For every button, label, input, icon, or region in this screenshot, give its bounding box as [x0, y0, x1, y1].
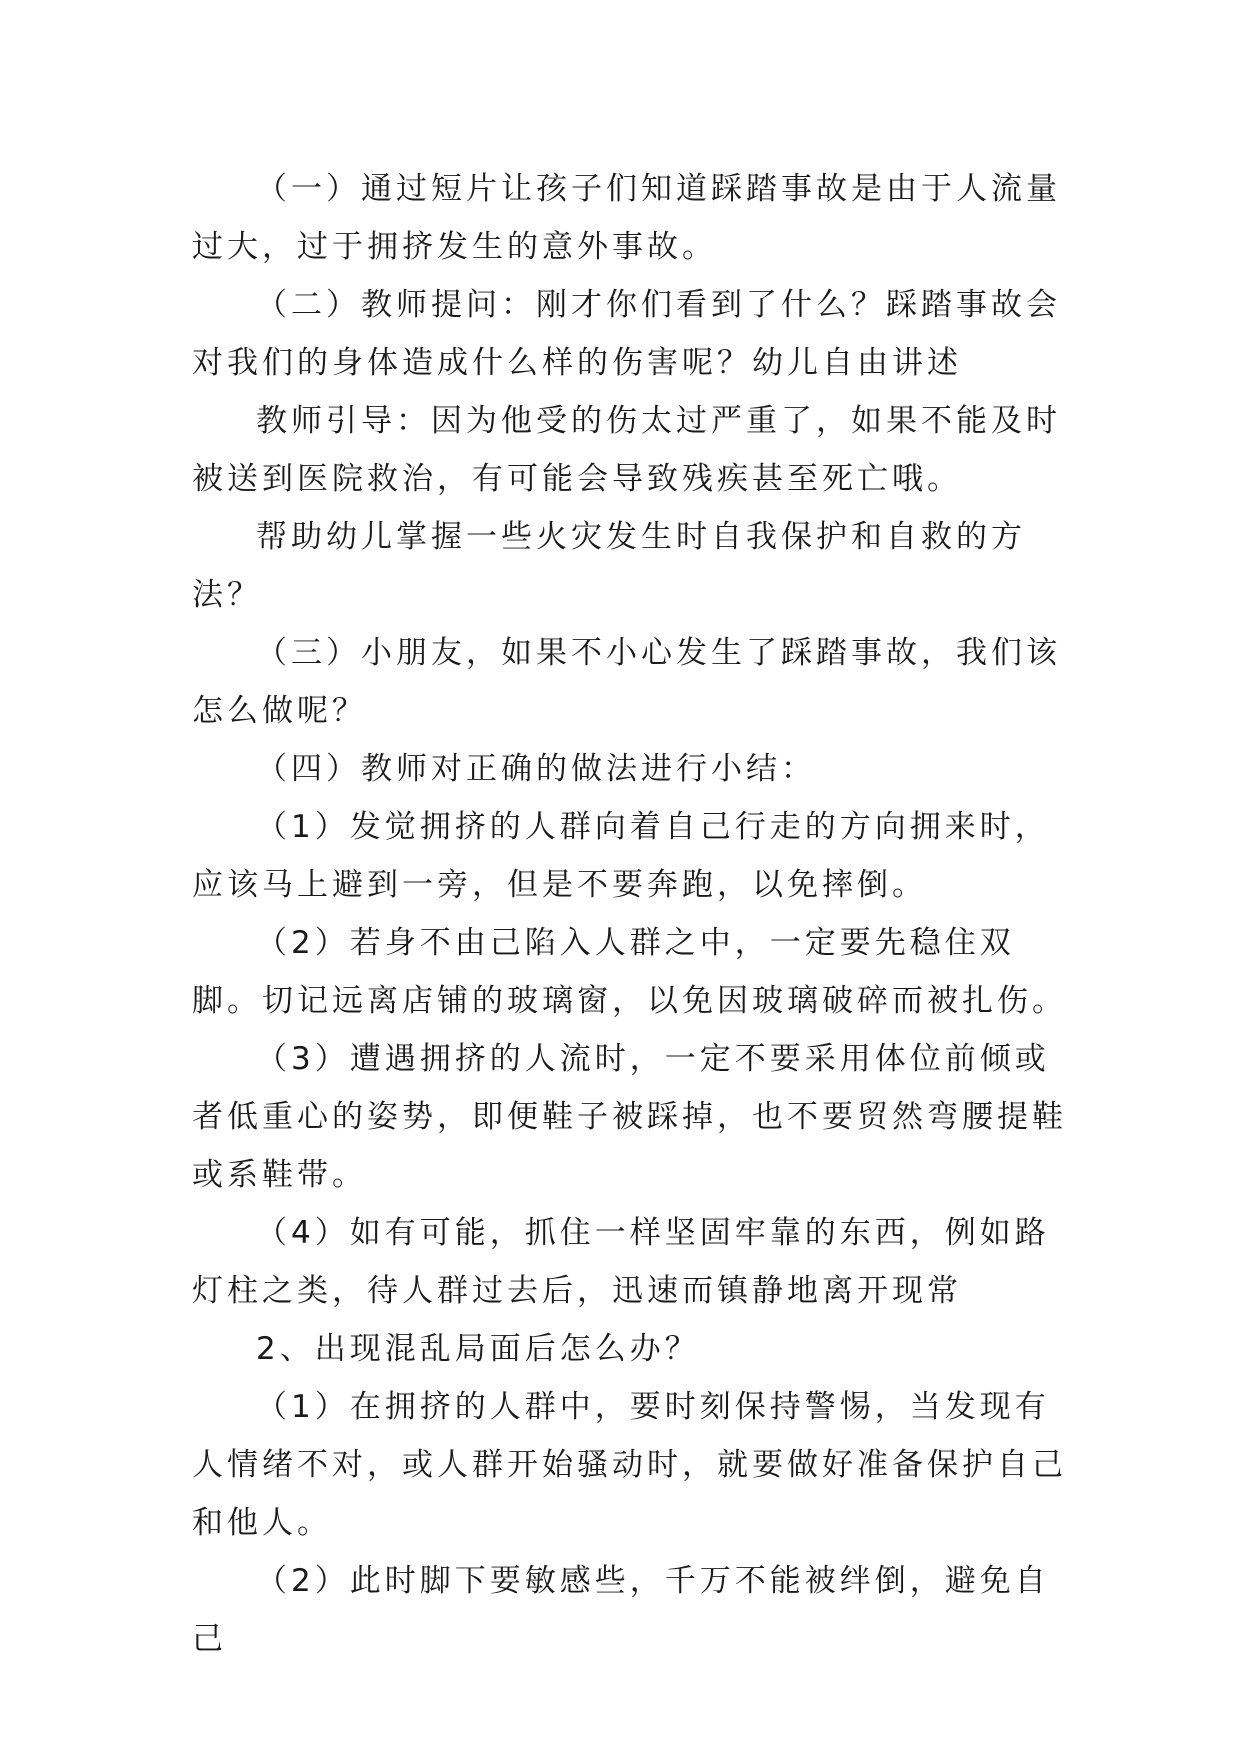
paragraph-3: 教师引导：因为他受的伤太过严重了，如果不能及时被送到医院救治，有可能会导致残疾甚至死亡哦。: [192, 403, 1061, 497]
paragraph-6: （四）教师对正确的做法进行小结：: [256, 751, 816, 787]
paragraph-8: （2）若身不由己陷入人群之中，一定要先稳住双脚。切记远离店铺的玻璃窗，以免因玻璃破碎而被扎伤。: [192, 925, 1067, 1019]
paragraph-9: （3）遭遇拥挤的人流时，一定不要采用体位前倾或者低重心的姿势，即便鞋子被踩掉，也不要贸然弯腰提鞋或系鞋带。: [192, 1041, 1067, 1193]
paragraph-2: （二）教师提问：刚才你们看到了什么？踩踏事故会对我们的身体造成什么样的伤害呢？幼儿自由讲述: [192, 287, 1061, 381]
paragraph-13: （2）此时脚下要敏感些，千万不能被绊倒，避免自己: [192, 1563, 1050, 1657]
paragraph-11: 2、出现混乱局面后怎么办？: [256, 1331, 700, 1367]
document-body: [192, 160, 1072, 1668]
paragraph-7: （1）发觉拥挤的人群向着自己行走的方向拥来时，应该马上避到一旁，但是不要奔跑，以免摔倒。: [192, 809, 1050, 903]
paragraph-12: （1）在拥挤的人群中，要时刻保持警惕，当发现有人情绪不对，或人群开始骚动时，就要做好准备保护自己和他人。: [192, 1389, 1067, 1541]
paragraph-1: （一）通过短片让孩子们知道踩踏事故是由于人流量过大，过于拥挤发生的意外事故。: [192, 171, 1061, 265]
paragraph-4: 帮助幼儿掌握一些火灾发生时自我保护和自救的方法？: [192, 519, 1026, 613]
paragraph-5: （三）小朋友，如果不小心发生了踩踏事故，我们该怎么做呢？: [192, 635, 1061, 729]
paragraph-10: （4）如有可能，抓住一样坚固牢靠的东西，例如路灯柱之类，待人群过去后，迅速而镇静地离开现常: [192, 1215, 1050, 1309]
